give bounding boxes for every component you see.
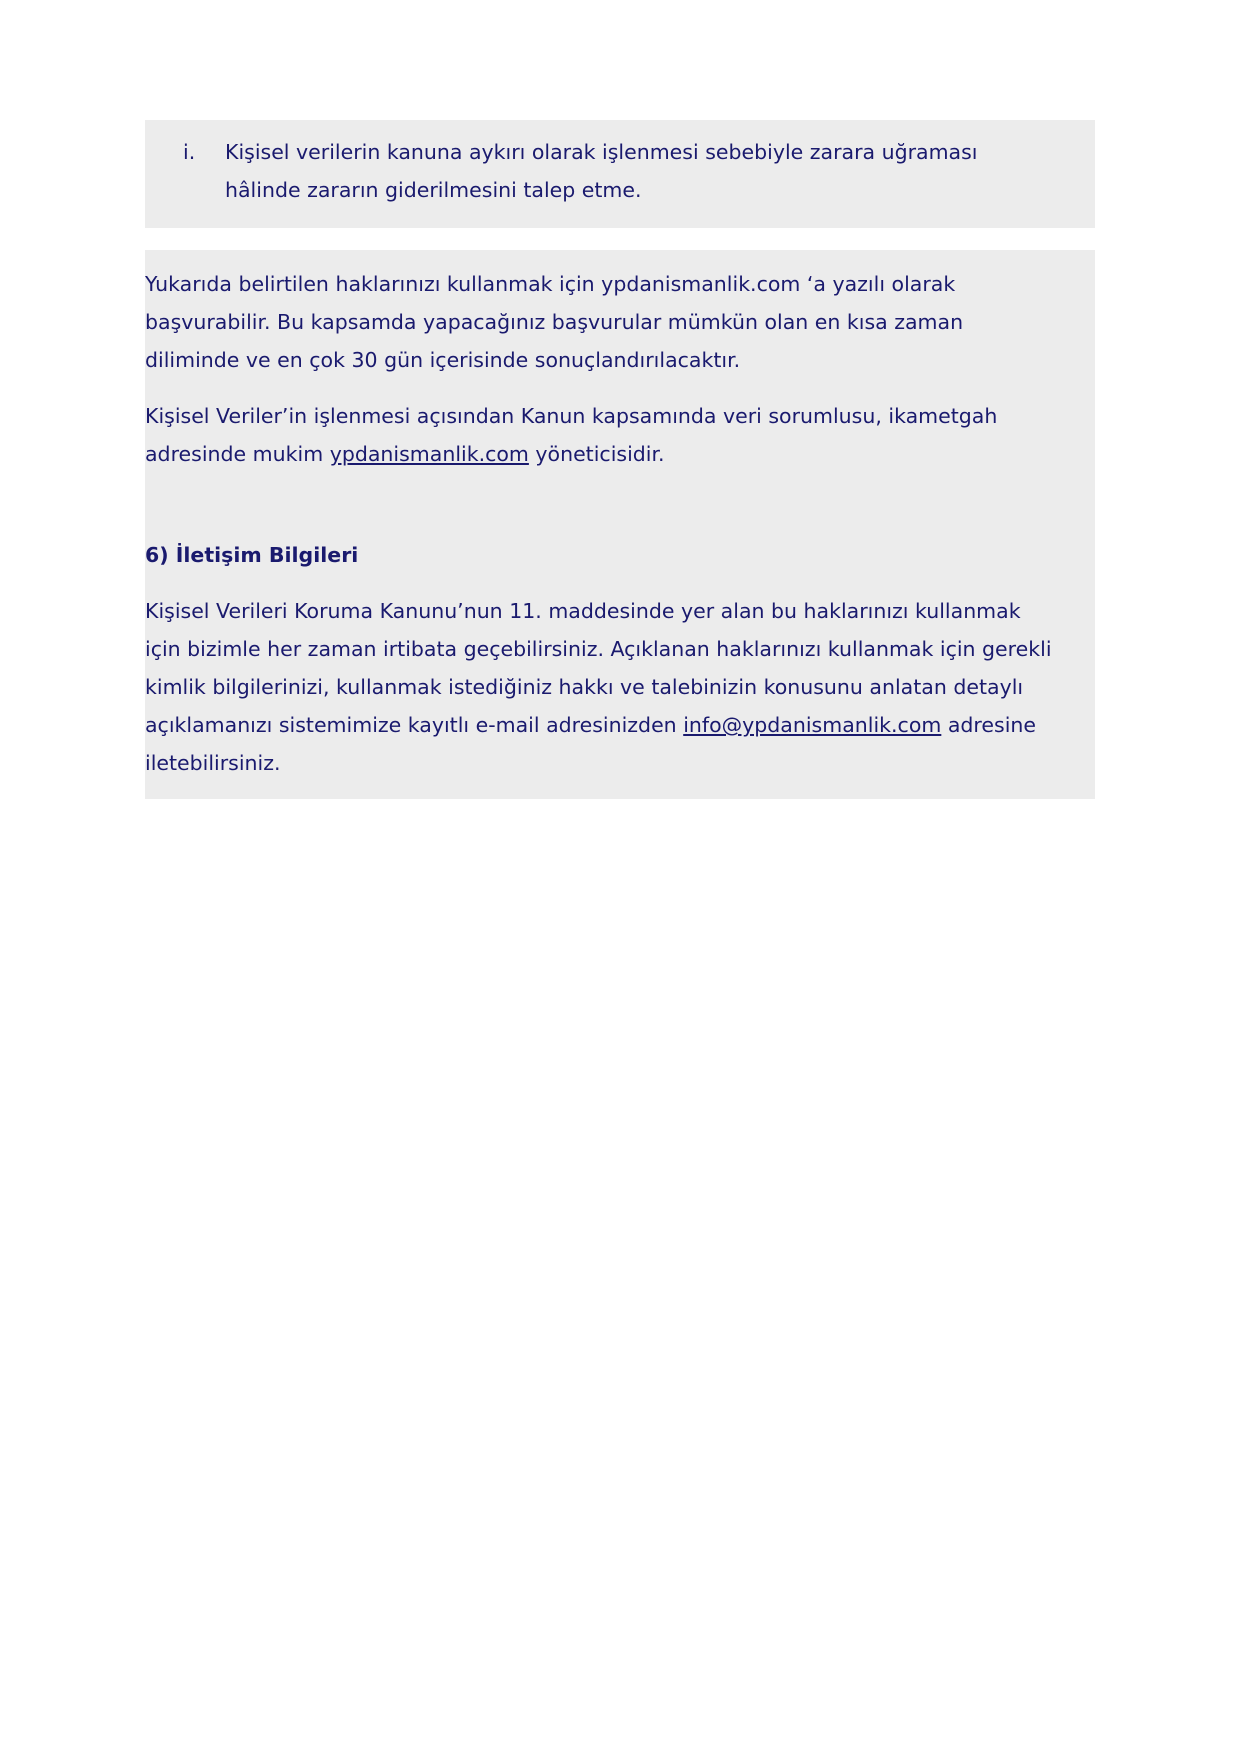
list-item-marker: i. — [183, 140, 196, 164]
list-item — [183, 134, 1055, 210]
paragraph-data-controller — [145, 398, 1055, 474]
section-heading-contact: 6) İletişim Bilgileri — [145, 543, 359, 568]
document-content — [145, 120, 1095, 799]
paragraph-contact-before: Kişisel Verileri Koruma Kanunu’nun 11. maddesinde yer alan bu haklarınızı kullanmak için bizimle her zaman irtibata geçebilirsiniz. Açıklanan haklarınızı kullanmak için gerekli kimlik bilgilerinizi, kullanmak istediğiniz hakkı ve talebinizin konusunu anlatan detaylı açıklamanızı sistemimize kayıtlı e-mail adresinizden — [145, 599, 1052, 738]
paragraph-contact-after: adresine iletebilirsiniz. — [145, 713, 1036, 776]
roman-list — [145, 134, 1095, 210]
email-link[interactable]: info@ypdanismanlik.com — [683, 713, 942, 738]
paragraph-spacer — [145, 491, 1055, 537]
section-gap — [145, 228, 1095, 250]
paragraph-data-controller-before: Kişisel Veriler’in işlenmesi açısından Kanun kapsamında veri sorumlusu, ikametgah adresinde mukim — [145, 403, 998, 466]
list-item-text: Kişisel verilerin kanuna aykırı olarak işlenmesi sebebiyle zarara uğraması hâlinde zararın giderilmesini talep etme. — [225, 140, 978, 202]
paragraph-contact-body — [145, 593, 1055, 783]
roman-list-block — [145, 120, 1095, 228]
body-block — [145, 250, 1095, 799]
paragraph-data-controller-after: yöneticisidir. — [528, 441, 665, 466]
ypdanismanlik-link[interactable]: ypdanismanlik.com — [329, 441, 529, 466]
paragraph-rights-usage: Yukarıda belirtilen haklarınızı kullanmak için ypdanismanlik.com ‘a yazılı olarak başvurabilir. Bu kapsamda yapacağınız başvurular mümkün olan en kısa zaman diliminde ve en çok 30 gün içerisinde sonuçlandırılacaktır. — [145, 271, 964, 372]
